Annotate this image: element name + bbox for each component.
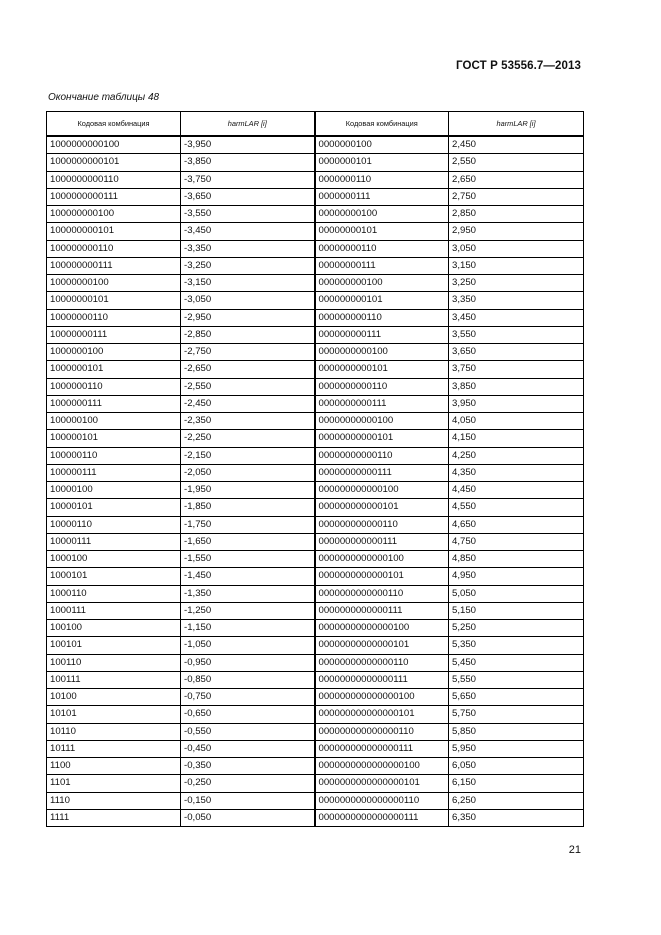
harmlar-cell: 3,150 <box>449 257 584 274</box>
table-row <box>47 206 584 223</box>
table-row <box>47 464 584 481</box>
harmlar-cell: 4,250 <box>449 447 584 464</box>
code-cell: 100100 <box>47 620 181 637</box>
code-cell: 1000000100 <box>47 344 181 361</box>
harmlar-cell: 2,450 <box>449 136 584 154</box>
harmlar-cell: 5,150 <box>449 602 584 619</box>
harmlar-cell: 4,450 <box>449 482 584 499</box>
code-cell: 10000000110 <box>47 309 181 326</box>
table-row <box>47 275 584 292</box>
code-cell: 000000000000000111 <box>315 740 449 757</box>
code-cell: 10000110 <box>47 516 181 533</box>
code-cell: 00000000000101 <box>315 430 449 447</box>
harmlar-cell: 5,750 <box>449 706 584 723</box>
harmlar-cell: -1,450 <box>181 568 315 585</box>
harmlar-cell: -0,050 <box>181 809 315 826</box>
harmlar-cell: 6,350 <box>449 809 584 826</box>
table-row <box>47 136 584 154</box>
table-row <box>47 792 584 809</box>
harmlar-cell: 3,850 <box>449 378 584 395</box>
code-cell: 000000000100 <box>315 275 449 292</box>
table-row <box>47 413 584 430</box>
code-cell: 0000000000111 <box>315 395 449 412</box>
harmlar-cell: -2,350 <box>181 413 315 430</box>
harmlar-cell: -2,850 <box>181 326 315 343</box>
table-row <box>47 568 584 585</box>
harmlar-table <box>46 111 584 827</box>
harmlar-cell: -1,650 <box>181 533 315 550</box>
harmlar-cell: 4,150 <box>449 430 584 447</box>
code-cell: 100000000110 <box>47 240 181 257</box>
code-cell: 000000000000111 <box>315 533 449 550</box>
code-cell: 1000000110 <box>47 378 181 395</box>
harmlar-cell: 2,650 <box>449 171 584 188</box>
code-cell: 0000000000000000100 <box>315 758 449 775</box>
code-cell: 00000000000000100 <box>315 620 449 637</box>
code-cell: 00000000101 <box>315 223 449 240</box>
harmlar-cell: 6,050 <box>449 758 584 775</box>
table-row <box>47 257 584 274</box>
harmlar-cell: -0,450 <box>181 740 315 757</box>
code-cell: 00000000000000101 <box>315 637 449 654</box>
table-row <box>47 361 584 378</box>
code-cell: 0000000000000111 <box>315 602 449 619</box>
harmlar-cell: -3,950 <box>181 136 315 154</box>
code-cell: 000000000000000101 <box>315 706 449 723</box>
code-cell: 1000110 <box>47 585 181 602</box>
harmlar-cell: -3,150 <box>181 275 315 292</box>
harmlar-cell: 3,550 <box>449 326 584 343</box>
table-row <box>47 758 584 775</box>
table-row <box>47 620 584 637</box>
code-cell: 0000000111 <box>315 188 449 205</box>
table-row <box>47 689 584 706</box>
code-cell: 0000000000000000101 <box>315 775 449 792</box>
code-cell: 1111 <box>47 809 181 826</box>
code-cell: 1000000101 <box>47 361 181 378</box>
code-cell: 1100 <box>47 758 181 775</box>
code-cell: 100000000111 <box>47 257 181 274</box>
harmlar-cell: -1,050 <box>181 637 315 654</box>
harmlar-cell: -0,650 <box>181 706 315 723</box>
code-cell: 1000000000111 <box>47 188 181 205</box>
harmlar-cell: -3,350 <box>181 240 315 257</box>
harmlar-cell: -2,750 <box>181 344 315 361</box>
code-cell: 1000000000101 <box>47 154 181 171</box>
harmlar-cell: -0,350 <box>181 758 315 775</box>
harmlar-cell: 4,750 <box>449 533 584 550</box>
harmlar-cell: -3,850 <box>181 154 315 171</box>
code-cell: 0000000000100 <box>315 344 449 361</box>
column-header-harmlar-left: harmLAR [i] <box>181 112 315 137</box>
harmlar-cell: 3,450 <box>449 309 584 326</box>
table-row <box>47 430 584 447</box>
code-cell: 00000000000000110 <box>315 654 449 671</box>
code-cell: 0000000101 <box>315 154 449 171</box>
table-row <box>47 309 584 326</box>
code-cell: 100110 <box>47 654 181 671</box>
code-cell: 1000000111 <box>47 395 181 412</box>
table-row <box>47 188 584 205</box>
harmlar-cell: -0,850 <box>181 671 315 688</box>
code-cell: 000000000110 <box>315 309 449 326</box>
table-row <box>47 516 584 533</box>
code-cell: 00000000111 <box>315 257 449 274</box>
code-cell: 10000000101 <box>47 292 181 309</box>
code-cell: 000000000101 <box>315 292 449 309</box>
table-row <box>47 326 584 343</box>
code-cell: 00000000110 <box>315 240 449 257</box>
code-cell: 00000000000110 <box>315 447 449 464</box>
table-row <box>47 654 584 671</box>
table-row <box>47 240 584 257</box>
code-cell: 0000000110 <box>315 171 449 188</box>
table-row <box>47 723 584 740</box>
harmlar-cell: 3,650 <box>449 344 584 361</box>
harmlar-cell: 5,950 <box>449 740 584 757</box>
code-cell: 10111 <box>47 740 181 757</box>
page-number: 21 <box>568 844 581 856</box>
code-cell: 100000000101 <box>47 223 181 240</box>
table-caption: Окончание таблицы 48 <box>48 92 160 103</box>
harmlar-cell: -1,350 <box>181 585 315 602</box>
table-row <box>47 602 584 619</box>
harmlar-cell: 2,550 <box>449 154 584 171</box>
harmlar-cell: 6,250 <box>449 792 584 809</box>
table-row <box>47 378 584 395</box>
code-cell: 10000111 <box>47 533 181 550</box>
harmlar-cell: 4,350 <box>449 464 584 481</box>
code-cell: 1101 <box>47 775 181 792</box>
code-cell: 1110 <box>47 792 181 809</box>
column-header-code-left: Кодовая комбинация <box>47 112 181 137</box>
harmlar-cell: -2,550 <box>181 378 315 395</box>
harmlar-cell: 3,950 <box>449 395 584 412</box>
harmlar-cell: -3,050 <box>181 292 315 309</box>
code-cell: 1000100 <box>47 551 181 568</box>
harmlar-cell: -3,750 <box>181 171 315 188</box>
code-cell: 100000000100 <box>47 206 181 223</box>
harmlar-cell: -2,150 <box>181 447 315 464</box>
code-cell: 000000000000101 <box>315 499 449 516</box>
harmlar-cell: 4,050 <box>449 413 584 430</box>
code-cell: 10000101 <box>47 499 181 516</box>
code-cell: 10110 <box>47 723 181 740</box>
table-row <box>47 551 584 568</box>
table-row <box>47 223 584 240</box>
code-cell: 0000000000101 <box>315 361 449 378</box>
harmlar-cell: 5,250 <box>449 620 584 637</box>
code-cell: 0000000000000101 <box>315 568 449 585</box>
code-cell: 10000100 <box>47 482 181 499</box>
harmlar-cell: -0,150 <box>181 792 315 809</box>
harmlar-cell: 4,850 <box>449 551 584 568</box>
table-row <box>47 671 584 688</box>
harmlar-cell: -2,050 <box>181 464 315 481</box>
harmlar-cell: 5,450 <box>449 654 584 671</box>
harmlar-cell: -2,450 <box>181 395 315 412</box>
table-row <box>47 740 584 757</box>
harmlar-cell: -1,250 <box>181 602 315 619</box>
harmlar-cell: 5,050 <box>449 585 584 602</box>
code-cell: 0000000100 <box>315 136 449 154</box>
harmlar-cell: 2,750 <box>449 188 584 205</box>
table-row <box>47 775 584 792</box>
code-cell: 0000000000110 <box>315 378 449 395</box>
table-row <box>47 344 584 361</box>
code-cell: 100000110 <box>47 447 181 464</box>
code-cell: 100000100 <box>47 413 181 430</box>
table-row <box>47 637 584 654</box>
harmlar-cell: -1,950 <box>181 482 315 499</box>
harmlar-cell: 3,250 <box>449 275 584 292</box>
table-row <box>47 533 584 550</box>
table-row <box>47 395 584 412</box>
harmlar-cell: -0,750 <box>181 689 315 706</box>
table-row <box>47 447 584 464</box>
code-cell: 10000000111 <box>47 326 181 343</box>
column-header-code-right: Кодовая комбинация <box>315 112 449 137</box>
harmlar-cell: 3,050 <box>449 240 584 257</box>
table-row <box>47 809 584 826</box>
harmlar-cell: 5,650 <box>449 689 584 706</box>
code-cell: 100000101 <box>47 430 181 447</box>
harmlar-cell: 5,550 <box>449 671 584 688</box>
harmlar-cell: -0,250 <box>181 775 315 792</box>
code-cell: 00000000000100 <box>315 413 449 430</box>
harmlar-cell: 5,850 <box>449 723 584 740</box>
code-cell: 10100 <box>47 689 181 706</box>
harmlar-cell: 4,550 <box>449 499 584 516</box>
code-cell: 0000000000000110 <box>315 585 449 602</box>
table-row <box>47 585 584 602</box>
harmlar-cell: 4,650 <box>449 516 584 533</box>
harmlar-cell: -0,550 <box>181 723 315 740</box>
harmlar-cell: -2,650 <box>181 361 315 378</box>
column-header-harmlar-right: harmLAR [i] <box>449 112 584 137</box>
harmlar-cell: 3,350 <box>449 292 584 309</box>
harmlar-cell: 2,850 <box>449 206 584 223</box>
table-row <box>47 706 584 723</box>
code-cell: 10101 <box>47 706 181 723</box>
table-row <box>47 171 584 188</box>
code-cell: 000000000000000110 <box>315 723 449 740</box>
code-cell: 000000000000110 <box>315 516 449 533</box>
code-cell: 000000000000100 <box>315 482 449 499</box>
table-row <box>47 499 584 516</box>
code-cell: 100101 <box>47 637 181 654</box>
harmlar-cell: -1,850 <box>181 499 315 516</box>
code-cell: 1000111 <box>47 602 181 619</box>
code-cell: 100111 <box>47 671 181 688</box>
code-cell: 100000111 <box>47 464 181 481</box>
harmlar-cell: 5,350 <box>449 637 584 654</box>
code-cell: 00000000000000111 <box>315 671 449 688</box>
harmlar-cell: 2,950 <box>449 223 584 240</box>
code-cell: 0000000000000000110 <box>315 792 449 809</box>
harmlar-cell: -0,950 <box>181 654 315 671</box>
table-header-row <box>47 112 584 137</box>
code-cell: 000000000111 <box>315 326 449 343</box>
table-row <box>47 154 584 171</box>
code-cell: 0000000000000100 <box>315 551 449 568</box>
harmlar-cell: -3,650 <box>181 188 315 205</box>
harmlar-cell: -3,550 <box>181 206 315 223</box>
harmlar-cell: -3,250 <box>181 257 315 274</box>
code-cell: 000000000000000100 <box>315 689 449 706</box>
code-cell: 00000000000111 <box>315 464 449 481</box>
code-cell: 0000000000000000111 <box>315 809 449 826</box>
harmlar-cell: -1,550 <box>181 551 315 568</box>
harmlar-cell: -3,450 <box>181 223 315 240</box>
table-row <box>47 482 584 499</box>
harmlar-cell: -2,250 <box>181 430 315 447</box>
table-row <box>47 292 584 309</box>
harmlar-cell: -1,150 <box>181 620 315 637</box>
harmlar-cell: 6,150 <box>449 775 584 792</box>
code-cell: 10000000100 <box>47 275 181 292</box>
harmlar-cell: 3,750 <box>449 361 584 378</box>
harmlar-cell: -2,950 <box>181 309 315 326</box>
code-cell: 1000000000100 <box>47 136 181 154</box>
document-id: ГОСТ Р 53556.7—2013 <box>456 60 581 72</box>
code-cell: 1000000000110 <box>47 171 181 188</box>
harmlar-cell: 4,950 <box>449 568 584 585</box>
code-cell: 00000000100 <box>315 206 449 223</box>
harmlar-cell: -1,750 <box>181 516 315 533</box>
code-cell: 1000101 <box>47 568 181 585</box>
